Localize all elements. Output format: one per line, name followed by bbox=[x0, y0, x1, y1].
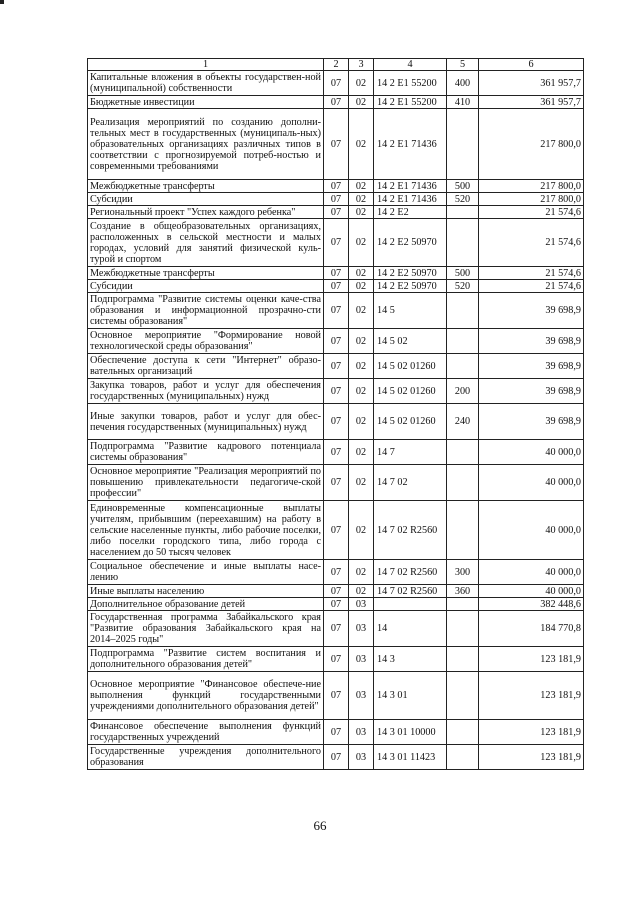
row-target-article-cell: 14 2 E2 50970 bbox=[374, 219, 447, 267]
row-name-cell: Основное мероприятие "Формирование новой технологической среды образования" bbox=[88, 329, 324, 354]
row-subsection-cell: 02 bbox=[349, 267, 374, 280]
row-section-cell: 07 bbox=[324, 71, 349, 96]
column-header-amount: 6 bbox=[479, 59, 584, 71]
row-target-article-cell: 14 2 E1 71436 bbox=[374, 180, 447, 193]
row-name-cell: Межбюджетные трансферты bbox=[88, 267, 324, 280]
row-subsection-cell: 02 bbox=[349, 96, 374, 109]
row-amount-cell: 39 698,9 bbox=[479, 293, 584, 329]
row-amount-cell: 382 448,6 bbox=[479, 598, 584, 611]
row-section-cell: 07 bbox=[324, 672, 349, 720]
table-row bbox=[88, 647, 584, 672]
row-section-cell: 07 bbox=[324, 745, 349, 770]
column-header-expense-type: 5 bbox=[447, 59, 479, 71]
row-section-cell: 07 bbox=[324, 180, 349, 193]
row-section-cell: 07 bbox=[324, 720, 349, 745]
row-subsection-cell: 02 bbox=[349, 354, 374, 379]
row-subsection-cell: 02 bbox=[349, 560, 374, 585]
row-name-cell: Социальное обеспечение и иные выплаты насе-лению bbox=[88, 560, 324, 585]
row-expense-type-cell: 410 bbox=[447, 96, 479, 109]
row-target-article-cell: 14 3 01 bbox=[374, 672, 447, 720]
row-expense-type-cell: 240 bbox=[447, 404, 479, 440]
row-target-article-cell: 14 7 02 R2560 bbox=[374, 585, 447, 598]
row-amount-cell: 123 181,9 bbox=[479, 647, 584, 672]
row-subsection-cell: 02 bbox=[349, 465, 374, 501]
row-name-cell: Субсидии bbox=[88, 280, 324, 293]
row-subsection-cell: 02 bbox=[349, 206, 374, 219]
table-row bbox=[88, 219, 584, 267]
row-amount-cell: 40 000,0 bbox=[479, 501, 584, 560]
row-expense-type-cell bbox=[447, 745, 479, 770]
row-target-article-cell: 14 5 02 01260 bbox=[374, 404, 447, 440]
row-amount-cell: 217 800,0 bbox=[479, 193, 584, 206]
budget-table bbox=[87, 58, 584, 770]
table-header-row bbox=[88, 59, 584, 71]
row-name-cell: Создание в общеобразовательных организациях, расположенных в сельской местности и малых городах, условий для занятий физической куль-турой и спортом bbox=[88, 219, 324, 267]
row-section-cell: 07 bbox=[324, 109, 349, 180]
row-subsection-cell: 02 bbox=[349, 293, 374, 329]
row-section-cell: 07 bbox=[324, 193, 349, 206]
table-row bbox=[88, 180, 584, 193]
row-subsection-cell: 03 bbox=[349, 598, 374, 611]
row-expense-type-cell bbox=[447, 501, 479, 560]
row-target-article-cell: 14 7 02 R2560 bbox=[374, 501, 447, 560]
row-name-cell: Дополнительное образование детей bbox=[88, 598, 324, 611]
row-section-cell: 07 bbox=[324, 206, 349, 219]
row-target-article-cell: 14 2 E2 50970 bbox=[374, 280, 447, 293]
row-name-cell: Основное мероприятие "Реализация мероприятий по повышению привлекательности педагогиче-ской профессии" bbox=[88, 465, 324, 501]
table-row bbox=[88, 206, 584, 219]
row-section-cell: 07 bbox=[324, 440, 349, 465]
table-row bbox=[88, 720, 584, 745]
row-target-article-cell: 14 5 bbox=[374, 293, 447, 329]
row-expense-type-cell: 500 bbox=[447, 180, 479, 193]
row-name-cell: Иные выплаты населению bbox=[88, 585, 324, 598]
row-target-article-cell: 14 2 E2 bbox=[374, 206, 447, 219]
row-target-article-cell: 14 7 bbox=[374, 440, 447, 465]
row-target-article-cell: 14 2 E1 55200 bbox=[374, 96, 447, 109]
table-row bbox=[88, 440, 584, 465]
row-subsection-cell: 02 bbox=[349, 329, 374, 354]
row-amount-cell: 40 000,0 bbox=[479, 465, 584, 501]
row-section-cell: 07 bbox=[324, 501, 349, 560]
row-name-cell: Капитальные вложения в объекты государствен-ной (муниципальной) собственности bbox=[88, 71, 324, 96]
row-expense-type-cell bbox=[447, 647, 479, 672]
row-expense-type-cell bbox=[447, 611, 479, 647]
table-row bbox=[88, 71, 584, 96]
table-row bbox=[88, 585, 584, 598]
row-section-cell: 07 bbox=[324, 585, 349, 598]
table-row bbox=[88, 379, 584, 404]
row-name-cell: Подпрограмма "Развитие систем воспитания и дополнительного образования детей" bbox=[88, 647, 324, 672]
row-amount-cell: 21 574,6 bbox=[479, 206, 584, 219]
scan-corner-mark bbox=[0, 0, 4, 4]
row-amount-cell: 361 957,7 bbox=[479, 71, 584, 96]
row-target-article-cell: 14 7 02 R2560 bbox=[374, 560, 447, 585]
row-amount-cell: 21 574,6 bbox=[479, 219, 584, 267]
table-row bbox=[88, 280, 584, 293]
row-target-article-cell: 14 2 E1 55200 bbox=[374, 71, 447, 96]
row-amount-cell: 21 574,6 bbox=[479, 267, 584, 280]
row-section-cell: 07 bbox=[324, 611, 349, 647]
row-target-article-cell: 14 2 E1 71436 bbox=[374, 109, 447, 180]
row-section-cell: 07 bbox=[324, 329, 349, 354]
table-row bbox=[88, 501, 584, 560]
row-expense-type-cell bbox=[447, 206, 479, 219]
row-amount-cell: 123 181,9 bbox=[479, 720, 584, 745]
row-amount-cell: 39 698,9 bbox=[479, 379, 584, 404]
row-section-cell: 07 bbox=[324, 267, 349, 280]
row-name-cell: Государственная программа Забайкальского края "Развитие образования Забайкальского края на 2014–2025 годы" bbox=[88, 611, 324, 647]
row-expense-type-cell: 360 bbox=[447, 585, 479, 598]
row-name-cell: Закупка товаров, работ и услуг для обеспечения государственных (муниципальных) нужд bbox=[88, 379, 324, 404]
row-amount-cell: 39 698,9 bbox=[479, 354, 584, 379]
row-amount-cell: 40 000,0 bbox=[479, 440, 584, 465]
row-amount-cell: 217 800,0 bbox=[479, 180, 584, 193]
table-row bbox=[88, 329, 584, 354]
row-subsection-cell: 03 bbox=[349, 745, 374, 770]
row-target-article-cell: 14 3 bbox=[374, 647, 447, 672]
row-expense-type-cell: 500 bbox=[447, 267, 479, 280]
row-subsection-cell: 02 bbox=[349, 501, 374, 560]
row-section-cell: 07 bbox=[324, 96, 349, 109]
table-row bbox=[88, 560, 584, 585]
row-subsection-cell: 02 bbox=[349, 280, 374, 293]
row-expense-type-cell bbox=[447, 354, 479, 379]
row-amount-cell: 184 770,8 bbox=[479, 611, 584, 647]
row-section-cell: 07 bbox=[324, 280, 349, 293]
row-name-cell: Государственные учреждения дополнительного образования bbox=[88, 745, 324, 770]
row-subsection-cell: 03 bbox=[349, 647, 374, 672]
row-name-cell: Бюджетные инвестиции bbox=[88, 96, 324, 109]
row-section-cell: 07 bbox=[324, 293, 349, 329]
row-name-cell: Реализация мероприятий по созданию дополни-тельных мест в государственных (муниципаль-ных) образовательных организациях различных типов в соответствии с прогнозируемой потреб-ностью и современными требованиями bbox=[88, 109, 324, 180]
row-target-article-cell: 14 7 02 bbox=[374, 465, 447, 501]
row-section-cell: 07 bbox=[324, 560, 349, 585]
row-expense-type-cell bbox=[447, 720, 479, 745]
row-subsection-cell: 02 bbox=[349, 180, 374, 193]
row-expense-type-cell: 300 bbox=[447, 560, 479, 585]
row-subsection-cell: 02 bbox=[349, 379, 374, 404]
row-subsection-cell: 02 bbox=[349, 404, 374, 440]
table-row bbox=[88, 267, 584, 280]
column-header-target-article: 4 bbox=[374, 59, 447, 71]
row-name-cell: Иные закупки товаров, работ и услуг для обес-печения государственных (муниципальных) нужд bbox=[88, 404, 324, 440]
table-row bbox=[88, 404, 584, 440]
row-target-article-cell: 14 bbox=[374, 611, 447, 647]
row-subsection-cell: 03 bbox=[349, 611, 374, 647]
column-header-subsection: 3 bbox=[349, 59, 374, 71]
row-expense-type-cell: 200 bbox=[447, 379, 479, 404]
row-expense-type-cell bbox=[447, 672, 479, 720]
table-row bbox=[88, 598, 584, 611]
row-expense-type-cell: 520 bbox=[447, 193, 479, 206]
row-amount-cell: 361 957,7 bbox=[479, 96, 584, 109]
row-expense-type-cell bbox=[447, 329, 479, 354]
row-target-article-cell: 14 5 02 01260 bbox=[374, 354, 447, 379]
row-section-cell: 07 bbox=[324, 379, 349, 404]
row-expense-type-cell bbox=[447, 109, 479, 180]
row-subsection-cell: 02 bbox=[349, 193, 374, 206]
row-amount-cell: 123 181,9 bbox=[479, 672, 584, 720]
row-subsection-cell: 02 bbox=[349, 109, 374, 180]
page-number: 66 bbox=[313, 818, 327, 833]
table-body bbox=[88, 71, 584, 770]
row-amount-cell: 39 698,9 bbox=[479, 329, 584, 354]
column-header-name: 1 bbox=[88, 59, 324, 71]
row-section-cell: 07 bbox=[324, 404, 349, 440]
row-target-article-cell: 14 2 E1 71436 bbox=[374, 193, 447, 206]
row-amount-cell: 40 000,0 bbox=[479, 560, 584, 585]
row-subsection-cell: 02 bbox=[349, 71, 374, 96]
row-name-cell: Подпрограмма "Развитие системы оценки каче-ства образования и информационной прозрачно-сти системы образования" bbox=[88, 293, 324, 329]
row-name-cell: Региональный проект "Успех каждого ребенка" bbox=[88, 206, 324, 219]
row-amount-cell: 21 574,6 bbox=[479, 280, 584, 293]
row-target-article-cell bbox=[374, 598, 447, 611]
row-subsection-cell: 02 bbox=[349, 219, 374, 267]
row-expense-type-cell bbox=[447, 598, 479, 611]
row-amount-cell: 39 698,9 bbox=[479, 404, 584, 440]
row-expense-type-cell bbox=[447, 440, 479, 465]
table-row bbox=[88, 354, 584, 379]
row-subsection-cell: 02 bbox=[349, 585, 374, 598]
row-subsection-cell: 03 bbox=[349, 672, 374, 720]
table-row bbox=[88, 109, 584, 180]
row-name-cell: Межбюджетные трансферты bbox=[88, 180, 324, 193]
row-expense-type-cell: 400 bbox=[447, 71, 479, 96]
table-row bbox=[88, 745, 584, 770]
row-section-cell: 07 bbox=[324, 354, 349, 379]
row-target-article-cell: 14 5 02 01260 bbox=[374, 379, 447, 404]
row-subsection-cell: 03 bbox=[349, 720, 374, 745]
row-name-cell: Единовременные компенсационные выплаты учителям, прибывшим (переехавшим) на работу в сельские населенные пункты, либо рабочие поселки, либо поселки городского типа, либо города с населением до 50 тысяч человек bbox=[88, 501, 324, 560]
row-name-cell: Обеспечение доступа к сети "Интернет" образо-вательных организаций bbox=[88, 354, 324, 379]
row-target-article-cell: 14 5 02 bbox=[374, 329, 447, 354]
table-row bbox=[88, 611, 584, 647]
row-section-cell: 07 bbox=[324, 219, 349, 267]
table-row bbox=[88, 96, 584, 109]
row-expense-type-cell bbox=[447, 465, 479, 501]
row-expense-type-cell bbox=[447, 293, 479, 329]
table-row bbox=[88, 193, 584, 206]
row-name-cell: Подпрограмма "Развитие кадрового потенциала системы образования" bbox=[88, 440, 324, 465]
row-amount-cell: 217 800,0 bbox=[479, 109, 584, 180]
row-name-cell: Основное мероприятие "Финансовое обеспече-ние выполнения функций государственными учреждениями дополнительного образования детей" bbox=[88, 672, 324, 720]
row-name-cell: Финансовое обеспечение выполнения функций государственных учреждений bbox=[88, 720, 324, 745]
row-amount-cell: 40 000,0 bbox=[479, 585, 584, 598]
row-expense-type-cell: 520 bbox=[447, 280, 479, 293]
table-row bbox=[88, 672, 584, 720]
row-target-article-cell: 14 3 01 11423 bbox=[374, 745, 447, 770]
row-section-cell: 07 bbox=[324, 598, 349, 611]
row-section-cell: 07 bbox=[324, 647, 349, 672]
table-row bbox=[88, 465, 584, 501]
row-subsection-cell: 02 bbox=[349, 440, 374, 465]
column-header-section: 2 bbox=[324, 59, 349, 71]
row-amount-cell: 123 181,9 bbox=[479, 745, 584, 770]
table-row bbox=[88, 293, 584, 329]
row-target-article-cell: 14 3 01 10000 bbox=[374, 720, 447, 745]
row-section-cell: 07 bbox=[324, 465, 349, 501]
row-name-cell: Субсидии bbox=[88, 193, 324, 206]
row-target-article-cell: 14 2 E2 50970 bbox=[374, 267, 447, 280]
row-expense-type-cell bbox=[447, 219, 479, 267]
